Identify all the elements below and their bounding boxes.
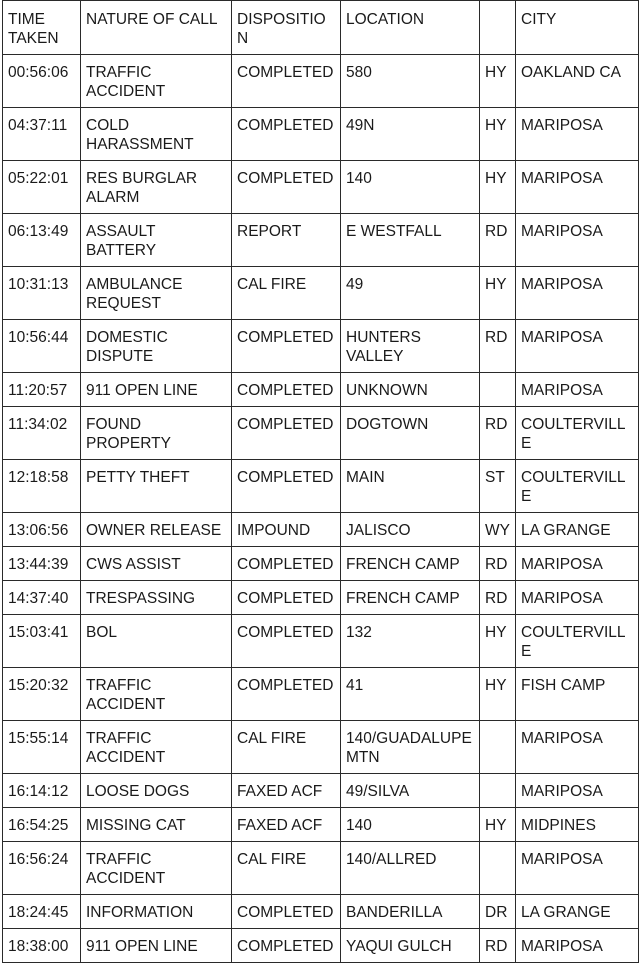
cell-location: 580 [341,55,480,108]
cell-street-suffix: RD [480,929,516,963]
cell-time-taken: 06:13:49 [3,214,81,267]
cell-city: MARIPOSA [516,774,639,808]
table-row [3,668,639,721]
cell-nature-of-call: LOOSE DOGS [81,774,232,808]
cell-nature-of-call: OWNER RELEASE [81,513,232,547]
table-row [3,615,639,668]
cell-street-suffix: HY [480,668,516,721]
table-row [3,929,639,963]
table-row [3,161,639,214]
cell-location: 49/SILVA [341,774,480,808]
cell-city: FISH CAMP [516,668,639,721]
cell-disposition: FAXED ACF [232,774,341,808]
cell-location: 140/GUADALUPE MTN [341,721,480,774]
cell-street-suffix: RD [480,547,516,581]
cell-disposition: COMPLETED [232,320,341,373]
cell-street-suffix [480,774,516,808]
cell-time-taken: 15:03:41 [3,615,81,668]
cell-city: MARIPOSA [516,842,639,895]
cell-location: FRENCH CAMP [341,581,480,615]
col-header-street-suffix [480,1,516,55]
cell-time-taken: 05:22:01 [3,161,81,214]
call-log-body [3,55,639,963]
table-row [3,513,639,547]
cell-disposition: COMPLETED [232,895,341,929]
cell-city: OAKLAND CA [516,55,639,108]
cell-location: MAIN [341,460,480,513]
cell-location: E WESTFALL [341,214,480,267]
cell-disposition: COMPLETED [232,668,341,721]
cell-nature-of-call: 911 OPEN LINE [81,929,232,963]
cell-nature-of-call: TRAFFIC ACCIDENT [81,668,232,721]
cell-street-suffix: HY [480,161,516,214]
cell-nature-of-call: 911 OPEN LINE [81,373,232,407]
cell-street-suffix [480,721,516,774]
call-log-table [2,0,639,963]
header-row [3,1,639,55]
table-row [3,320,639,373]
table-row [3,460,639,513]
cell-city: MARIPOSA [516,929,639,963]
cell-disposition: COMPLETED [232,407,341,460]
cell-street-suffix: RD [480,214,516,267]
cell-city: LA GRANGE [516,895,639,929]
cell-street-suffix: ST [480,460,516,513]
cell-time-taken: 10:56:44 [3,320,81,373]
cell-time-taken: 13:06:56 [3,513,81,547]
cell-street-suffix: RD [480,320,516,373]
cell-disposition: CAL FIRE [232,721,341,774]
cell-nature-of-call: INFORMATION [81,895,232,929]
col-header-nature-of-call: NATURE OF CALL [81,1,232,55]
cell-disposition: CAL FIRE [232,842,341,895]
cell-disposition: COMPLETED [232,460,341,513]
cell-city: COULTERVILLE [516,407,639,460]
cell-street-suffix: WY [480,513,516,547]
cell-time-taken: 15:20:32 [3,668,81,721]
cell-disposition: COMPLETED [232,615,341,668]
cell-location: HUNTERS VALLEY [341,320,480,373]
cell-city: MARIPOSA [516,547,639,581]
cell-nature-of-call: RES BURGLAR ALARM [81,161,232,214]
cell-street-suffix: RD [480,407,516,460]
cell-street-suffix: DR [480,895,516,929]
table-row [3,373,639,407]
cell-time-taken: 13:44:39 [3,547,81,581]
cell-nature-of-call: TRAFFIC ACCIDENT [81,55,232,108]
cell-nature-of-call: BOL [81,615,232,668]
cell-disposition: CAL FIRE [232,267,341,320]
cell-city: MARIPOSA [516,214,639,267]
cell-city: MIDPINES [516,808,639,842]
cell-disposition: COMPLETED [232,929,341,963]
cell-time-taken: 14:37:40 [3,581,81,615]
cell-location: 140/ALLRED [341,842,480,895]
cell-time-taken: 11:20:57 [3,373,81,407]
cell-disposition: FAXED ACF [232,808,341,842]
cell-city: MARIPOSA [516,161,639,214]
cell-disposition: COMPLETED [232,161,341,214]
cell-nature-of-call: TRAFFIC ACCIDENT [81,721,232,774]
cell-time-taken: 16:56:24 [3,842,81,895]
cell-location: DOGTOWN [341,407,480,460]
cell-city: MARIPOSA [516,320,639,373]
cell-city: MARIPOSA [516,373,639,407]
cell-street-suffix: HY [480,55,516,108]
table-row [3,842,639,895]
table-row [3,108,639,161]
cell-street-suffix: HY [480,808,516,842]
cell-city: MARIPOSA [516,721,639,774]
cell-location: 49 [341,267,480,320]
table-row [3,581,639,615]
cell-time-taken: 04:37:11 [3,108,81,161]
cell-time-taken: 11:34:02 [3,407,81,460]
cell-street-suffix: RD [480,581,516,615]
cell-time-taken: 12:18:58 [3,460,81,513]
cell-street-suffix: HY [480,108,516,161]
table-row [3,721,639,774]
cell-time-taken: 10:31:13 [3,267,81,320]
cell-time-taken: 00:56:06 [3,55,81,108]
cell-city: LA GRANGE [516,513,639,547]
cell-disposition: COMPLETED [232,108,341,161]
cell-location: BANDERILLA [341,895,480,929]
cell-disposition: COMPLETED [232,547,341,581]
cell-location: UNKNOWN [341,373,480,407]
cell-location: JALISCO [341,513,480,547]
table-row [3,267,639,320]
cell-time-taken: 16:54:25 [3,808,81,842]
table-row [3,214,639,267]
cell-street-suffix [480,842,516,895]
cell-disposition: IMPOUND [232,513,341,547]
cell-street-suffix: HY [480,615,516,668]
cell-location: 49N [341,108,480,161]
cell-disposition: COMPLETED [232,373,341,407]
col-header-city: CITY [516,1,639,55]
cell-nature-of-call: PETTY THEFT [81,460,232,513]
cell-time-taken: 18:24:45 [3,895,81,929]
cell-nature-of-call: DOMESTIC DISPUTE [81,320,232,373]
cell-disposition: COMPLETED [232,581,341,615]
cell-street-suffix [480,373,516,407]
cell-nature-of-call: AMBULANCE REQUEST [81,267,232,320]
table-row [3,547,639,581]
cell-city: COULTERVILLE [516,460,639,513]
cell-nature-of-call: MISSING CAT [81,808,232,842]
cell-time-taken: 15:55:14 [3,721,81,774]
cell-location: 140 [341,161,480,214]
table-row [3,55,639,108]
cell-location: FRENCH CAMP [341,547,480,581]
cell-location: YAQUI GULCH [341,929,480,963]
col-header-disposition: DISPOSITION [232,1,341,55]
col-header-location: LOCATION [341,1,480,55]
cell-nature-of-call: TRAFFIC ACCIDENT [81,842,232,895]
cell-nature-of-call: TRESPASSING [81,581,232,615]
cell-disposition: REPORT [232,214,341,267]
cell-location: 132 [341,615,480,668]
cell-street-suffix: HY [480,267,516,320]
cell-nature-of-call: FOUND PROPERTY [81,407,232,460]
cell-nature-of-call: COLD HARASSMENT [81,108,232,161]
cell-city: MARIPOSA [516,267,639,320]
cell-disposition: COMPLETED [232,55,341,108]
cell-time-taken: 18:38:00 [3,929,81,963]
cell-city: MARIPOSA [516,108,639,161]
cell-nature-of-call: CWS ASSIST [81,547,232,581]
col-header-time-taken: TIME TAKEN [3,1,81,55]
table-row [3,895,639,929]
table-row [3,774,639,808]
cell-city: COULTERVILLE [516,615,639,668]
cell-location: 140 [341,808,480,842]
cell-location: 41 [341,668,480,721]
cell-time-taken: 16:14:12 [3,774,81,808]
table-row [3,407,639,460]
table-row [3,808,639,842]
cell-city: MARIPOSA [516,581,639,615]
cell-nature-of-call: ASSAULT BATTERY [81,214,232,267]
